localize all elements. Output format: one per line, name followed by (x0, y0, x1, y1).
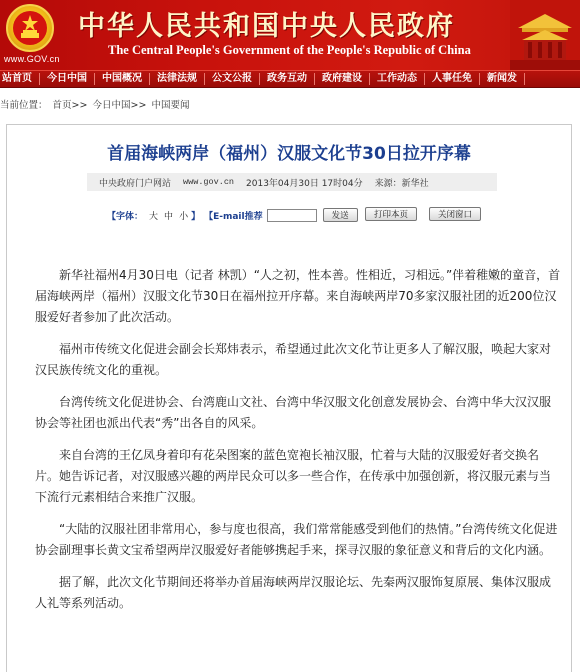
article-title: 首届海峡两岸（福州）汉服文化节30日拉开序幕 (107, 144, 471, 164)
nav-item-interaction[interactable]: 政务互动 (260, 73, 315, 85)
article-paragraph: 台湾传统文化促进协会、台湾鹿山文社、台湾中华汉服文化创意发展协会、台湾中华大汉汉服协会等社团也派出代表“秀”出各自的风采。 (35, 395, 552, 430)
nav-item-press[interactable]: 新闻发 (480, 73, 525, 85)
site-title-english: The Central People's Government of the People's Republic of China (108, 43, 471, 57)
font-size-small[interactable]: 小 (179, 211, 189, 222)
meta-site: 中央政府门户网站 (99, 178, 172, 189)
nav-item-home[interactable]: 站首页 (0, 73, 40, 85)
font-close-bracket: 】 (191, 211, 201, 222)
font-size-large[interactable]: 大 (149, 211, 159, 222)
nav-item-bulletins[interactable]: 公文公报 (205, 73, 260, 85)
article-paragraph: 据了解，此次文化节期间还将举办首届海峡两岸汉服论坛、先秦两汉服饰复原展、集体汉服成人礼等系列活动。 (35, 575, 552, 610)
email-input[interactable] (267, 209, 317, 222)
article-paragraph: 来自台湾的王亿凤身着印有花朵图案的蓝色宽袍长袖汉服，忙着与大陆的汉服爱好者交换名片。她告诉记者，对汉服感兴趣的两岸民众可以多一些合作，在传承中加强创新，将汉服元素与当下流行元素相结合来推广汉服。 (35, 448, 552, 504)
breadcrumb (0, 97, 191, 111)
article-tools (107, 207, 473, 223)
font-size-medium[interactable]: 中 (164, 211, 174, 222)
article-paragraph: 福州市传统文化促进会副会长郑炜表示，希望通过此次文化节让更多人了解汉服，唤起大家对汉民族传统文化的重视。 (35, 342, 552, 377)
nav-item-work-news[interactable]: 工作动态 (370, 73, 425, 85)
print-button[interactable]: 打印本页 (365, 207, 417, 221)
meta-date: 2013年04月30日 17时04分 (246, 178, 363, 189)
article-paragraph: “大陆的汉服社团非常用心，参与度也很高，我们常常能感受到他们的热情。”台湾传统文化促进协会副理事长黄文宝希望两岸汉服爱好者能够携起手来，探寻汉服的象征意义和背后的文化内涵。 (35, 522, 558, 557)
national-emblem-icon (6, 4, 54, 52)
article-paragraph: 新华社福州4月30日电（记者 林凯）“人之初，性本善。性相近，习相远。”伴着稚嫩的童音，首届海峡两岸（福州）汉服文化节30日在福州拉开序幕。来自海峡两岸70多家汉服社团的近200位汉服爱好者参加了此次活动。 (35, 268, 561, 324)
font-size-label: 字体： (116, 211, 144, 222)
article-container (6, 124, 572, 672)
tiananmen-gate-icon (510, 0, 580, 70)
breadcrumb-prefix: 当前位置： (0, 100, 48, 111)
nav-item-laws[interactable]: 法律法规 (150, 73, 205, 85)
main-nav (0, 70, 580, 88)
breadcrumb-today-china[interactable]: 今日中国>> (92, 100, 147, 111)
site-banner (0, 0, 580, 70)
nav-item-today-china[interactable]: 今日中国 (40, 73, 95, 85)
breadcrumb-home[interactable]: 首页>> (52, 100, 88, 111)
meta-source: 来源：新华社 (374, 178, 429, 189)
send-button[interactable]: 发送 (323, 208, 358, 222)
breadcrumb-china-news[interactable]: 中国要闻 (151, 100, 190, 111)
article-body (35, 265, 561, 625)
nav-item-china-overview[interactable]: 中国概况 (95, 73, 150, 85)
site-title-chinese: 中华人民共和国中央人民政府 (78, 11, 455, 42)
nav-item-appointments[interactable]: 人事任免 (425, 73, 480, 85)
meta-domain: www.gov.cn (183, 177, 235, 187)
article-meta (87, 173, 497, 191)
email-recommend-label: 【E-mail推荐 (204, 211, 263, 222)
site-url: www.GOV.cn (4, 54, 60, 64)
nav-item-government-building[interactable]: 政府建设 (315, 73, 370, 85)
font-open-bracket: 【 (107, 211, 117, 222)
close-window-button[interactable]: 关闭窗口 (429, 207, 481, 221)
